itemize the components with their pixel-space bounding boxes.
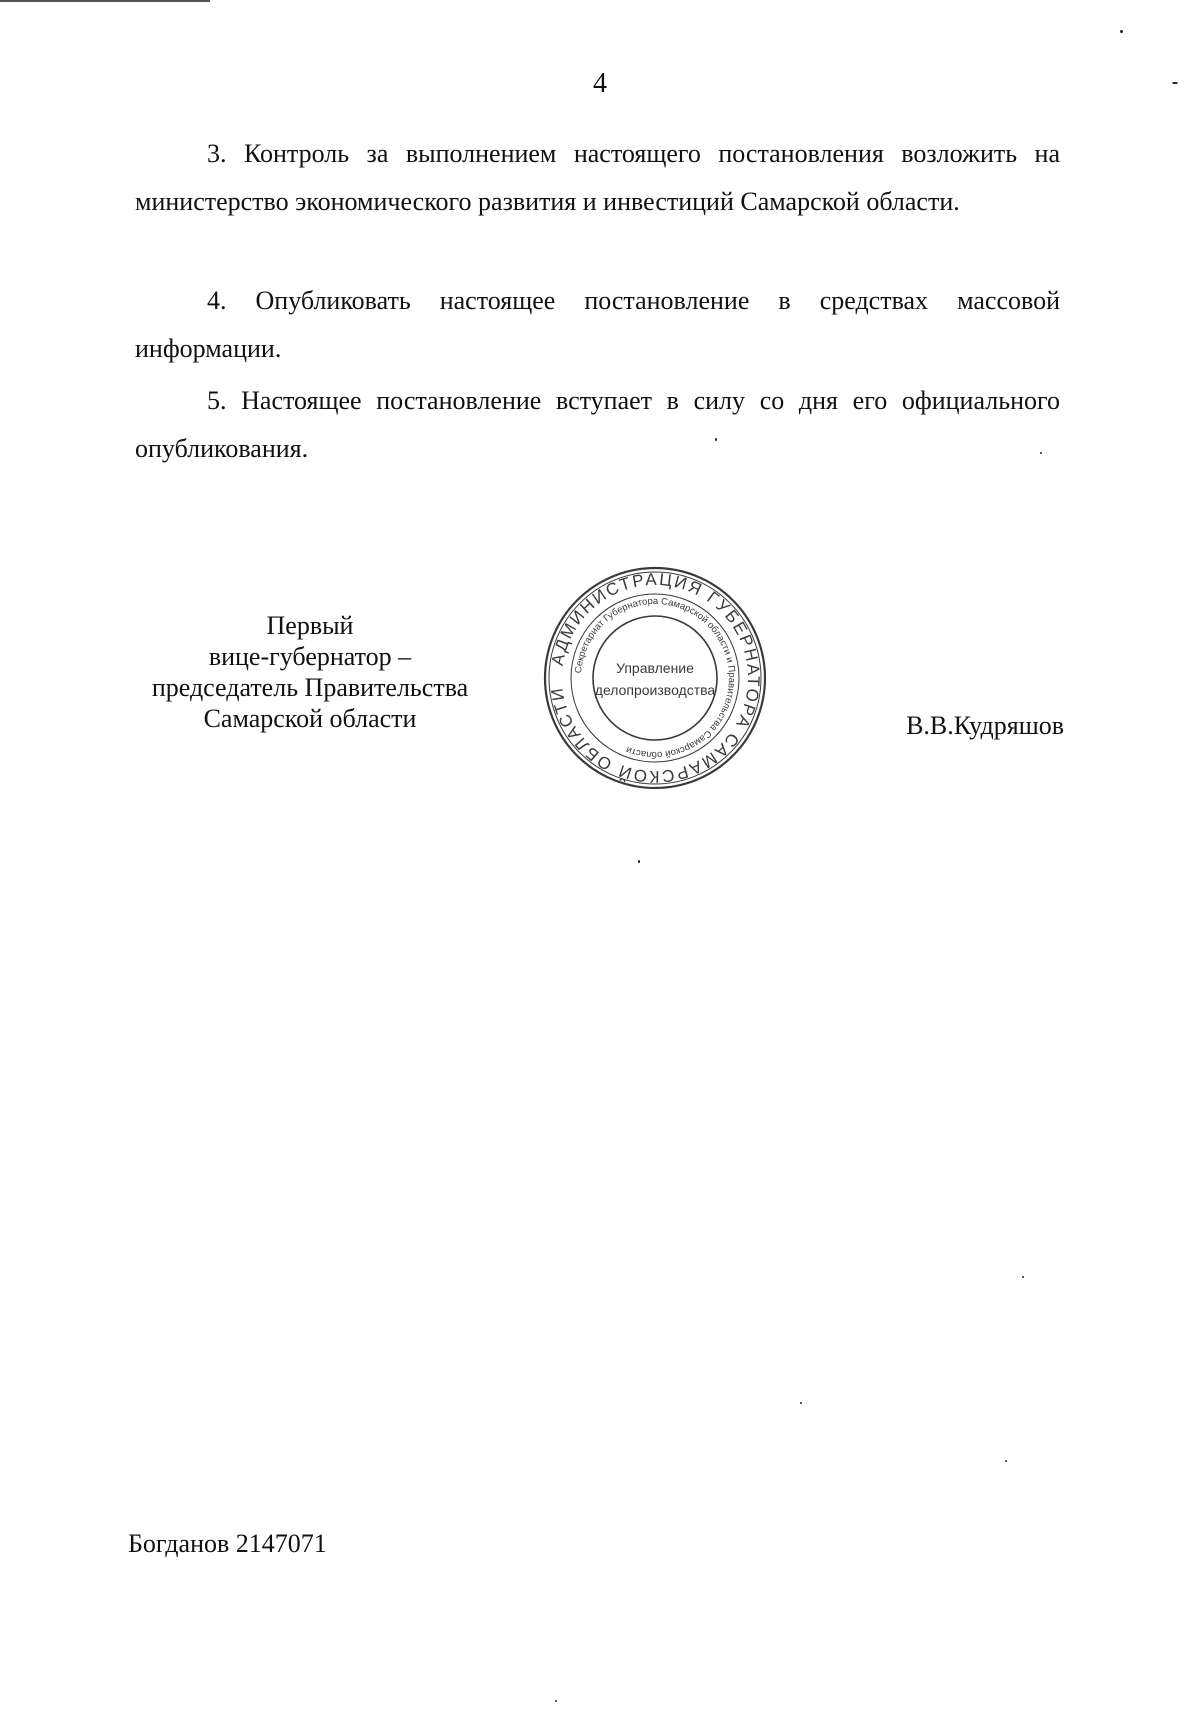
signatory-name: В.В.Кудряшов bbox=[906, 711, 1064, 740]
scan-speck bbox=[1040, 452, 1042, 454]
signatory-title bbox=[120, 610, 500, 734]
scan-edge-line bbox=[0, 0, 210, 2]
scan-speck bbox=[1005, 1460, 1007, 1462]
seal-outer-text: АДМИНИСТРАЦИЯ ГУБЕРНАТОРА САМАРСКОЙ ОБЛАСТИ bbox=[547, 569, 764, 787]
executor-contact: Богданов 2147071 bbox=[128, 1529, 327, 1558]
scan-speck bbox=[1120, 30, 1123, 33]
page-number: 4 bbox=[593, 68, 607, 99]
seal-stamp-icon bbox=[540, 563, 770, 793]
signatory-title-line: председатель Правительства bbox=[151, 673, 469, 702]
paragraph-3: 3. Контроль за выполнением настоящего постановления возложить на министерство экономического развития и инвестиций Самарской области. bbox=[135, 139, 1060, 216]
paragraph-5: 5. Настоящее постановление вступает в силу со дня его официального опубликования. bbox=[135, 386, 1060, 463]
scan-speck bbox=[1022, 1276, 1024, 1278]
seal-center-line-2: делопроизводства bbox=[594, 682, 716, 698]
scan-speck bbox=[1172, 82, 1178, 84]
scan-speck bbox=[715, 438, 717, 441]
seal-inner-text: Секретариат Губернатора Самарской области и Правительства Самарской области bbox=[573, 595, 738, 761]
scan-speck bbox=[555, 1700, 557, 1702]
signatory-title-line: вице-губернатор – bbox=[208, 642, 412, 671]
scan-speck bbox=[800, 1402, 802, 1404]
paragraph-4: 4. Опубликовать настоящее постановление в средствах массовой информации. bbox=[135, 286, 1060, 363]
signatory-title-line: Первый bbox=[266, 611, 354, 640]
official-seal bbox=[540, 563, 770, 793]
seal-center-line-1: Управление bbox=[616, 660, 694, 676]
scan-speck bbox=[638, 860, 640, 863]
signatory-title-line: Самарской области bbox=[203, 704, 417, 733]
